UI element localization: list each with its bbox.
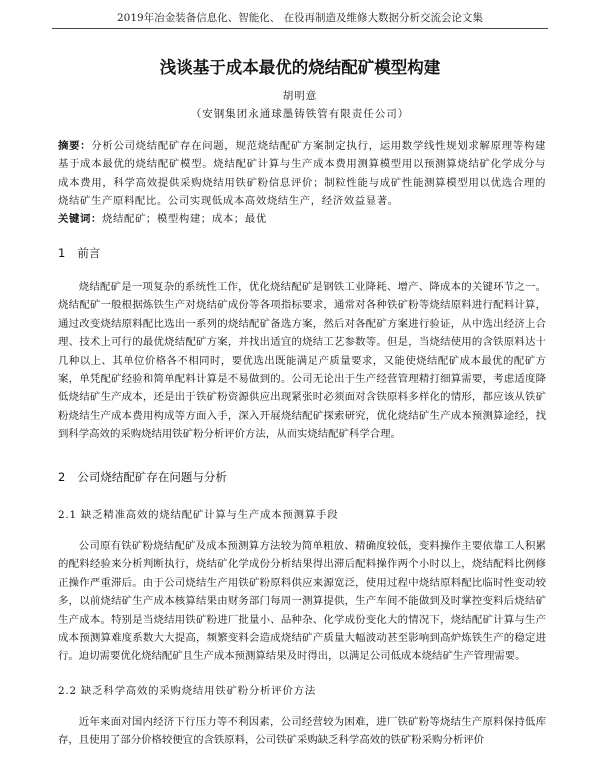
- abstract: [58, 137, 546, 211]
- section-heading-2: [58, 469, 227, 485]
- section-1-body: [58, 278, 546, 444]
- subsection-2-2-body: [58, 713, 546, 750]
- abstract-text: 分析公司烧结配矿存在问题，规范烧结配矿方案制定执行，运用数学线性规划求解原理等构建基于成本最优的烧结配矿模型。烧结配矿计算与生产成本费用测算模型用以预测算烧结矿化学成分与成本费用，科学高效提供采购烧结用铁矿粉信息评价；制粒性能与成矿性能测算模型用以优选合理的烧结矿生产原料配比。公司实现低成本高效烧结生产，经济效益显著。: [58, 140, 546, 208]
- keywords-text: 烧结配矿；模型构建；成本；最优: [101, 213, 267, 225]
- paragraph: 烧结配矿是一项复杂的系统性工作，优化烧结配矿是钢铁工业降耗、增产、降成本的关键环节之一。烧结配矿一般根据炼铁生产对烧结矿成份等各项指标要求，通常对各种铁矿粉等烧结原料进行配料计算，通过改变烧结原料配比选出一系列的烧结配矿备选方案，然后对各配矿方案进行验证，从中选出经济上合理、技术上可行的最优烧结配矿方案，并找出适宜的烧结工艺参数等。但是，当烧结使用的含铁原料达十几种以上、其单位价格各不相同时，要优选出既能满足产质量要求，又能使烧结配矿成本最优的配矿方案，单凭配矿经验和简单配料计算是不易做到的。公司无论出于生产经营管理精打细算需要，考虑适度降低烧结矿生产成本，还是出于铁矿粉资源供应出现紧张时必须面对含铁原料多样化的情形，都应该从铁矿粉烧结生产成本费用构成等方面入手，深入开展烧结配矿探索研究，优化烧结矿生产成本预测算途经，找到科学高效的采购烧结用铁矿粉分析评价方法，从而实烧结配矿科学合理。: [58, 281, 546, 441]
- keywords: [58, 210, 546, 228]
- author-name: 胡明意: [282, 90, 318, 102]
- subsection-heading-2-2: 2.2 缺乏科学高效的采购烧结用铁矿粉分析评价方法: [58, 685, 317, 697]
- paper-title: 浅谈基于成本最优的烧结配矿模型构建: [159, 58, 441, 77]
- abstract-label: 摘要：: [58, 140, 92, 152]
- section-number: 1: [58, 246, 66, 260]
- section-title: 公司烧结配矿存在问题与分析: [77, 470, 227, 484]
- header-rule: [52, 28, 548, 29]
- paragraph: 近年来面对国内经济下行压力等不利因素，公司经营较为困难，进厂铁矿粉等烧结生产原料保持低库存，且使用了部分价格较便宜的含铁原料，公司铁矿采购缺乏科学高效的铁矿粉采购分析评价: [58, 716, 546, 747]
- paragraph: 公司原有铁矿粉烧结配矿及成本预测算方法较为简单粗放、精确度较低，变料操作主要依靠工人积累的配料经验来分析判断执行，烧结矿化学成份分析结果得出滞后配料操作两个小时以上，烧结配料比例修正操作严重滞后。由于公司烧结生产用铁矿粉原料供应来源宽泛，使用过程中烧结原料配比临时性变动较多，以前烧结矿生产成本核算结果由财务部门每周一测算提供，生产车间不能做到及时掌控变料后烧结矿生产成本。特别是当烧结用铁矿粉进厂批量小、品种杂、化学成份变化大的情况下，烧结配矿计算与生产成本预测算难度系数大大提高，频繁变料会造成烧结矿产质量大幅波动甚至影响到高炉炼铁生产的稳定进行。迫切需要优化烧结配矿且生产成本预测算结果及时得出，以满足公司低成本烧结矿生产管理需要。: [58, 540, 546, 663]
- keywords-label: 关键词：: [58, 213, 102, 225]
- section-title: 前言: [77, 246, 101, 260]
- section-heading-1: [58, 245, 100, 261]
- section-number: 2: [58, 470, 66, 484]
- running-header: 2019年冶金装备信息化、智能化、 在役再制造及维修大数据分析交流会论文集: [116, 12, 484, 24]
- subsection-heading-2-1: 2.1 缺乏精准高效的烧结配矿计算与生产成本预测算手段: [58, 509, 339, 521]
- author-affiliation: （安钢集团永通球墨铸铁管有限责任公司）: [190, 108, 410, 120]
- subsection-2-1-body: [58, 537, 546, 666]
